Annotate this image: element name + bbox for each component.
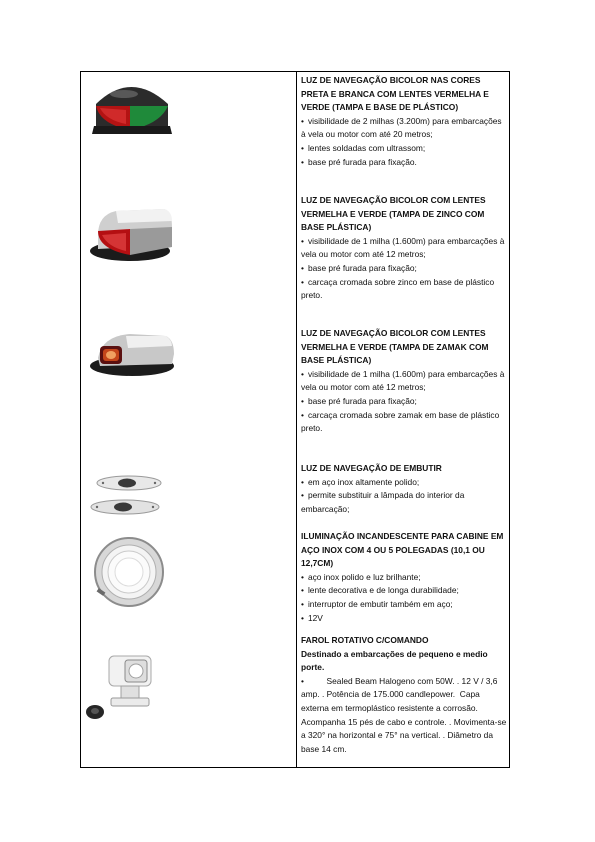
product-feature: • visibilidade de 1 milha (1.600m) para embarcações à vela ou motor com até 12 metros; — [301, 235, 507, 262]
product-title: LUZ DE NAVEGAÇÃO BICOLOR COM LENTES VERMELHA E VERDE (TAMPA DE ZINCO COM BASE PLÁSTICA) — [301, 195, 486, 233]
rotating-searchlight-image — [85, 650, 175, 730]
product-feature: • carcaça cromada sobre zinco em base de plástico preto. — [301, 276, 507, 303]
product-image-cell — [81, 634, 296, 767]
product-row-5 — [81, 530, 509, 630]
product-image-cell — [81, 326, 296, 458]
cabin-light-image — [91, 532, 171, 612]
product-image-cell — [81, 72, 296, 192]
product-feature: • permite substituir a lâmpada do interior da embarcação; — [301, 489, 507, 516]
product-row-1 — [81, 72, 509, 192]
product-feature: • 12V — [301, 612, 507, 626]
product-feature: • aço inox polido e luz brilhante; — [301, 571, 507, 585]
product-feature: • lentes soldadas com ultrassom; — [301, 142, 507, 156]
flush-mount-navigation-light-image — [85, 467, 175, 523]
product-feature: • carcaça cromada sobre zamak em base de plástico preto. — [301, 409, 507, 436]
product-title: LUZ DE NAVEGAÇÃO BICOLOR NAS CORES PRETA E BRANCA COM LENTES VERMELHA E VERDE (TAMPA E BASE DE PLÁSTICO) — [301, 75, 489, 113]
product-feature: • visibilidade de 2 milhas (3.200m) para embarcações à vela ou motor com até 20 metros; — [301, 115, 507, 142]
product-subtitle: Destinado a embarcações de pequeno e medio porte. — [301, 648, 488, 673]
bicolor-navigation-light-zamak-image — [86, 326, 176, 386]
product-feature: • base pré furada para fixação. — [301, 156, 507, 170]
product-feature: • em aço inox altamente polido; — [301, 476, 507, 490]
product-row-3 — [81, 326, 509, 458]
bicolor-navigation-light-zinc-image — [86, 197, 176, 267]
product-row-6 — [81, 634, 509, 767]
product-row-4 — [81, 462, 509, 524]
product-image-cell — [81, 194, 296, 324]
product-table — [80, 71, 510, 768]
product-feature: • lente decorativa e de longa durabilidade; — [301, 584, 507, 598]
product-title: LUZ DE NAVEGAÇÃO BICOLOR COM LENTES VERMELHA E VERDE (TAMPA DE ZAMAK COM BASE PLÁSTICA) — [301, 328, 489, 366]
product-feature: • base pré furada para fixação; — [301, 262, 507, 276]
bicolor-navigation-light-plastic-image — [86, 74, 176, 144]
product-feature: • visibilidade de 1 milha (1.600m) para embarcações à vela ou motor com até 12 metros; — [301, 368, 507, 395]
product-title: FAROL ROTATIVO C/COMANDO — [301, 635, 429, 645]
product-feature: • base pré furada para fixação; — [301, 395, 507, 409]
product-title: ILUMINAÇÃO INCANDESCENTE PARA CABINE EM AÇO INOX COM 4 OU 5 POLEGADAS (10,1 OU 12,7CM) — [301, 531, 504, 569]
product-row-2 — [81, 194, 509, 324]
product-image-cell — [81, 462, 296, 524]
product-description: • Sealed Beam Halogeno com 50W. . 12 V / 3,6 amp. . Potência de 175.000 candlepower. Capa externa em termoplástico resistente a corrosão. Acompanha 15 pés de cabo e controle. . Movimenta-se a 320° na horizontal e 75° na vertical. . Diâmetro da base 14 cm. — [301, 675, 507, 757]
product-image-cell — [81, 530, 296, 630]
product-title: LUZ DE NAVEGAÇÃO DE EMBUTIR — [301, 463, 442, 473]
product-feature: • interruptor de embutir também em aço; — [301, 598, 507, 612]
